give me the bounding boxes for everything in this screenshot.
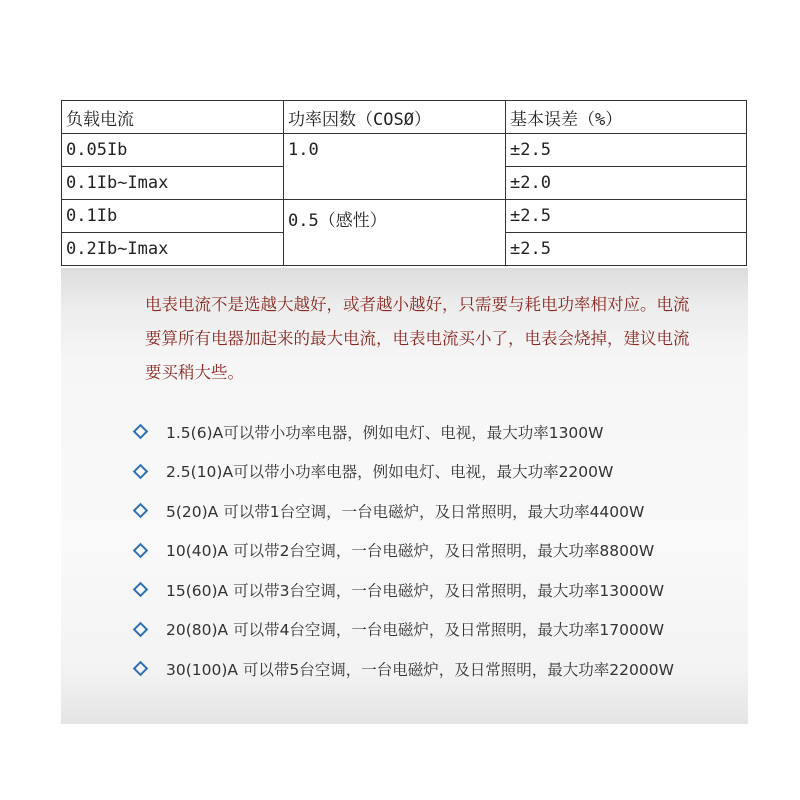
cell-error: ±2.5 — [506, 134, 747, 167]
diamond-icon — [133, 582, 149, 598]
list-item-text: 5(20)A 可以带1台空调，一台电磁炉，及日常照明，最大功率4400W — [166, 502, 645, 521]
rating-list — [135, 412, 674, 689]
list-item-text: 2.5(10)A可以带小功率电器，例如电灯、电视，最大功率2200W — [166, 463, 614, 482]
cell-error: ±2.5 — [506, 200, 747, 233]
list-item — [135, 452, 674, 492]
list-item-text: 20(80)A 可以带4台空调，一台电磁炉，及日常照明，最大功率17000W — [166, 621, 665, 640]
list-item-text: 15(60)A 可以带3台空调，一台电磁炉，及日常照明，最大功率13000W — [166, 581, 665, 600]
info-panel — [61, 268, 748, 724]
diamond-icon — [133, 661, 149, 677]
cell-factor: 1.0 — [284, 134, 506, 200]
diamond-icon — [133, 503, 149, 519]
list-item-text: 10(40)A 可以带2台空调，一台电磁炉，及日常照明，最大功率8800W — [166, 542, 655, 561]
intro-text: 电表电流不是选越大越好，或者越小越好，只需要与耗电功率相对应。电流要算所有电器加起来的最大电流，电表电流买小了，电表会烧掉，建议电流要买稍大些。 — [145, 295, 690, 382]
table-row — [62, 200, 747, 233]
cell-current: 0.1Ib — [62, 200, 284, 233]
cell-factor: 0.5（感性） — [284, 200, 506, 266]
list-item — [135, 531, 674, 571]
cell-current: 0.2Ib~Imax — [62, 233, 284, 266]
list-item — [135, 570, 674, 610]
header-power-factor: 功率因数（COSØ） — [284, 101, 506, 134]
diamond-icon — [133, 542, 149, 558]
diamond-icon — [133, 621, 149, 637]
diamond-icon — [133, 424, 149, 440]
list-item-text: 30(100)A 可以带5台空调，一台电磁炉，及日常照明，最大功率22000W — [166, 660, 674, 679]
list-item — [135, 610, 674, 650]
table-row — [62, 134, 747, 167]
list-item — [135, 412, 674, 452]
cell-current: 0.1Ib~Imax — [62, 167, 284, 200]
cell-error: ±2.5 — [506, 233, 747, 266]
list-item — [135, 491, 674, 531]
header-load-current: 负载电流 — [62, 101, 284, 134]
list-item-text: 1.5(6)A可以带小功率电器，例如电灯、电视，最大功率1300W — [166, 423, 604, 442]
table-header-row — [62, 101, 747, 134]
diamond-icon — [133, 463, 149, 479]
cell-error: ±2.0 — [506, 167, 747, 200]
header-basic-error: 基本误差（%） — [506, 101, 747, 134]
error-spec-table — [61, 100, 747, 266]
list-item — [135, 649, 674, 689]
cell-current: 0.05Ib — [62, 134, 284, 167]
